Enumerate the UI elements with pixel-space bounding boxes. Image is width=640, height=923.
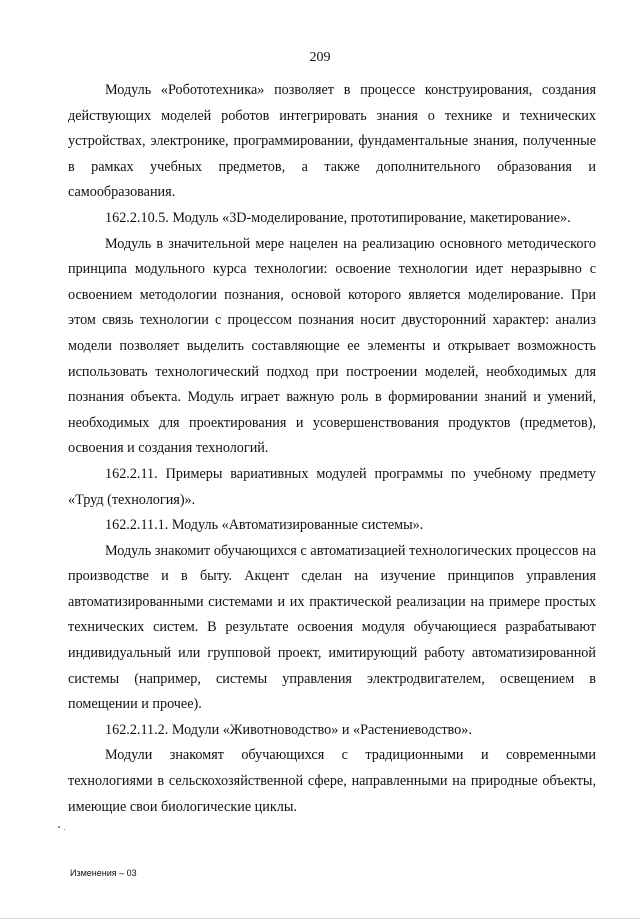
scan-artifact — [58, 826, 60, 828]
paragraph-robotics: Модуль «Робототехника» позволяет в процессе конструирования, создания действующих моделей роботов интегрировать знания о технике и технических устройствах, электронике, программировании, фундаментальные знания, полученные в рамках учебных предметов, а также дополнительного образования и самообразования. — [68, 82, 596, 201]
section-heading-variative-modules: 162.2.11. Примеры вариативных модулей программы по учебному предмету «Труд (технология)». — [68, 465, 596, 508]
section-heading-livestock-plants: 162.2.11.2. Модули «Животноводство» и «Растениеводство». — [105, 721, 472, 738]
paragraph-3d-modeling: Модуль в значительной мере нацелен на реализацию основного методического принципа модульного курса технологии: освоение технологии идет неразрывно с освоением методологии познания, основой которого является моделирование. При этом связь технологии с процессом познания носит двусторонний характер: анализ модели позволяет выделить составляющие ее элементы и открывает возможность использовать технологический подход при построении моделей, необходимых для познания объекта. Модуль играет важную роль в формировании знаний и умений, необходимых для проектирования и усовершенствования продуктов (предметов), освоения и создания технологий. — [68, 235, 596, 457]
page-bottom-edge — [0, 918, 640, 919]
paragraph-livestock-plants: Модули знакомят обучающихся с традиционными и современными технологиями в сельскохозяйственной сфере, направленными на природные объекты, имеющие свои биологические циклы. — [68, 747, 596, 815]
page-number: 209 — [309, 50, 331, 65]
scan-artifact — [64, 829, 65, 830]
section-heading-automated-systems: 162.2.11.1. Модуль «Автоматизированные системы». — [105, 517, 424, 534]
paragraph-automated-systems: Модуль знакомит обучающихся с автоматизацией технологических процессов на производстве и в быту. Акцент сделан на изучение принципов управления автоматизированными системами и их практической реализации на примере простых технических систем. В результате освоения модуля обучающиеся разрабатывают индивидуальный или групповой проект, имитирующий работу автоматизированной системы (например, системы управления электродвигателем, освещением в помещении и прочее). — [68, 542, 596, 713]
document-body — [68, 78, 596, 820]
section-heading-3d-modeling: 162.2.10.5. Модуль «3D-моделирование, прототипирование, макетирование». — [105, 209, 571, 226]
footer-revision: Изменения – 03 — [70, 868, 137, 878]
